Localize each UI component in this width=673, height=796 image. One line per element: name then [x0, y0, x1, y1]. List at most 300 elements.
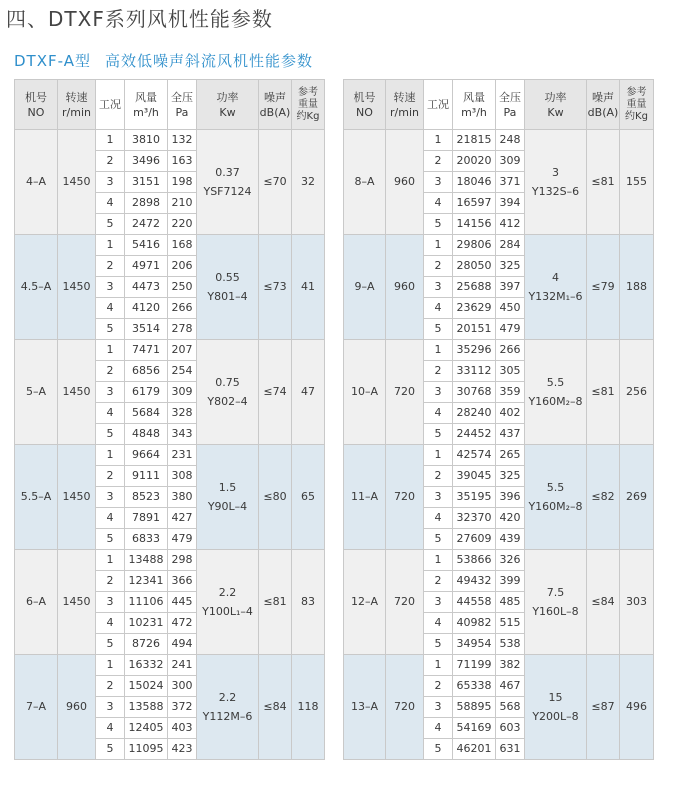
power-motor-cell: [197, 235, 259, 340]
pressure-cell: 423: [168, 739, 197, 760]
airflow-cell: 18046: [453, 172, 496, 193]
header-noise: 噪声 dB(A): [587, 80, 620, 130]
noise-cell: ≤84: [259, 655, 292, 760]
model-no-cell: 9–A: [344, 235, 386, 340]
pressure-cell: 371: [496, 172, 525, 193]
pressure-cell: 479: [168, 529, 197, 550]
airflow-cell: 10231: [125, 613, 168, 634]
condition-cell: 1: [96, 235, 125, 256]
condition-cell: 1: [424, 340, 453, 361]
pressure-cell: 254: [168, 361, 197, 382]
pressure-cell: 603: [496, 718, 525, 739]
airflow-cell: 11095: [125, 739, 168, 760]
table-row: [15, 445, 325, 466]
table-row: [15, 340, 325, 361]
condition-cell: 3: [424, 487, 453, 508]
airflow-cell: 8523: [125, 487, 168, 508]
pressure-cell: 397: [496, 277, 525, 298]
pressure-cell: 284: [496, 235, 525, 256]
condition-cell: 3: [96, 592, 125, 613]
pressure-cell: 479: [496, 319, 525, 340]
cell-line: 5.5: [546, 481, 565, 494]
condition-cell: 4: [424, 403, 453, 424]
model-no-cell: 13–A: [344, 655, 386, 760]
fan-model-group: [15, 445, 325, 550]
pressure-cell: 402: [496, 403, 525, 424]
weight-cell: 65: [292, 445, 325, 550]
condition-cell: 4: [96, 508, 125, 529]
airflow-cell: 27609: [453, 529, 496, 550]
pressure-cell: 206: [168, 256, 197, 277]
airflow-cell: 14156: [453, 214, 496, 235]
airflow-cell: 3514: [125, 319, 168, 340]
pressure-cell: 278: [168, 319, 197, 340]
condition-cell: 4: [96, 298, 125, 319]
weight-cell: 41: [292, 235, 325, 340]
power-motor-cell: [525, 550, 587, 655]
header-row: [15, 80, 325, 130]
condition-cell: 5: [96, 634, 125, 655]
header-airflow: 风量 m³/h: [125, 80, 168, 130]
condition-cell: 4: [96, 613, 125, 634]
pressure-cell: 372: [168, 697, 197, 718]
power-motor-cell: [197, 655, 259, 760]
speed-cell: 720: [386, 655, 424, 760]
power-motor-cell: [197, 445, 259, 550]
header-power: 功率 Kw: [197, 80, 259, 130]
noise-cell: ≤87: [587, 655, 620, 760]
pressure-cell: 437: [496, 424, 525, 445]
cell-line: Y132S–6: [531, 185, 580, 198]
spec-table: [343, 79, 654, 760]
condition-cell: 2: [424, 466, 453, 487]
airflow-cell: 53866: [453, 550, 496, 571]
airflow-cell: 49432: [453, 571, 496, 592]
weight-cell: 303: [620, 550, 654, 655]
header-noise: 噪声 dB(A): [259, 80, 292, 130]
cell-line: 7.5: [546, 586, 565, 599]
condition-cell: 4: [96, 403, 125, 424]
pressure-cell: 328: [168, 403, 197, 424]
condition-cell: 4: [424, 193, 453, 214]
condition-cell: 5: [424, 214, 453, 235]
weight-cell: 496: [620, 655, 654, 760]
cell-line: Y160M₂–8: [528, 395, 583, 408]
weight-cell: 83: [292, 550, 325, 655]
cell-line: Y100L₁–4: [202, 605, 253, 618]
pressure-cell: 568: [496, 697, 525, 718]
fan-model-group: [344, 655, 654, 760]
condition-cell: 1: [96, 655, 125, 676]
weight-cell: 32: [292, 130, 325, 235]
header-weight: 参考 重量 约Kg: [292, 80, 325, 130]
pressure-cell: 450: [496, 298, 525, 319]
pressure-cell: 132: [168, 130, 197, 151]
pressure-cell: 248: [496, 130, 525, 151]
power-motor-cell: [197, 340, 259, 445]
airflow-cell: 4971: [125, 256, 168, 277]
condition-cell: 5: [96, 424, 125, 445]
performance-table-left: [14, 79, 325, 760]
noise-cell: ≤82: [587, 445, 620, 550]
pressure-cell: 359: [496, 382, 525, 403]
cell-line: YSF7124: [203, 185, 252, 198]
speed-cell: 1450: [58, 550, 96, 655]
airflow-cell: 12341: [125, 571, 168, 592]
condition-cell: 5: [96, 529, 125, 550]
airflow-cell: 9664: [125, 445, 168, 466]
model-no-cell: 5–A: [15, 340, 58, 445]
condition-cell: 5: [96, 319, 125, 340]
airflow-cell: 35296: [453, 340, 496, 361]
pressure-cell: 308: [168, 466, 197, 487]
table-row: [344, 130, 654, 151]
cell-line: 5.5: [546, 376, 565, 389]
pressure-cell: 631: [496, 739, 525, 760]
pressure-cell: 380: [168, 487, 197, 508]
pressure-cell: 382: [496, 655, 525, 676]
header-model: 机号 NO: [344, 80, 386, 130]
header-condition: 工况: [424, 80, 453, 130]
power-motor-cell: [525, 340, 587, 445]
cell-line: 0.55: [215, 271, 240, 284]
fan-model-group: [344, 235, 654, 340]
header-row: [344, 80, 654, 130]
pressure-cell: 250: [168, 277, 197, 298]
fan-model-group: [15, 550, 325, 655]
pressure-cell: 412: [496, 214, 525, 235]
airflow-cell: 33112: [453, 361, 496, 382]
speed-cell: 1450: [58, 130, 96, 235]
condition-cell: 2: [96, 256, 125, 277]
power-motor-cell: [525, 235, 587, 340]
pressure-cell: 298: [168, 550, 197, 571]
pressure-cell: 207: [168, 340, 197, 361]
airflow-cell: 29806: [453, 235, 496, 256]
table-row: [344, 235, 654, 256]
cell-line: Y802–4: [207, 395, 248, 408]
condition-cell: 5: [424, 529, 453, 550]
section-subtitle: 高效低噪声斜流风机性能参数: [104, 52, 313, 70]
header-pressure: 全压 Pa: [496, 80, 525, 130]
pressure-cell: 399: [496, 571, 525, 592]
airflow-cell: 11106: [125, 592, 168, 613]
pressure-cell: 210: [168, 193, 197, 214]
airflow-cell: 20020: [453, 151, 496, 172]
cell-line: 3: [552, 166, 559, 179]
airflow-cell: 4848: [125, 424, 168, 445]
airflow-cell: 34954: [453, 634, 496, 655]
cell-line: 2.2: [218, 586, 237, 599]
pressure-cell: 326: [496, 550, 525, 571]
fan-model-group: [15, 235, 325, 340]
condition-cell: 2: [424, 361, 453, 382]
speed-cell: 720: [386, 445, 424, 550]
airflow-cell: 3496: [125, 151, 168, 172]
fan-model-group: [344, 445, 654, 550]
airflow-cell: 44558: [453, 592, 496, 613]
model-no-cell: 11–A: [344, 445, 386, 550]
model-no-cell: 6–A: [15, 550, 58, 655]
airflow-cell: 21815: [453, 130, 496, 151]
airflow-cell: 12405: [125, 718, 168, 739]
condition-cell: 3: [424, 592, 453, 613]
pressure-cell: 309: [496, 151, 525, 172]
condition-cell: 1: [96, 130, 125, 151]
fan-model-group: [15, 340, 325, 445]
airflow-cell: 20151: [453, 319, 496, 340]
header-model: 机号 NO: [15, 80, 58, 130]
fan-model-group: [344, 550, 654, 655]
performance-table-right: [343, 79, 654, 760]
header-speed: 转速 r/min: [386, 80, 424, 130]
noise-cell: ≤80: [259, 445, 292, 550]
pressure-cell: 300: [168, 676, 197, 697]
pressure-cell: 403: [168, 718, 197, 739]
cell-line: Y801–4: [207, 290, 248, 303]
condition-cell: 4: [424, 298, 453, 319]
noise-cell: ≤70: [259, 130, 292, 235]
header-condition: 工况: [96, 80, 125, 130]
cell-line: 4: [552, 271, 559, 284]
pressure-cell: 538: [496, 634, 525, 655]
pressure-cell: 472: [168, 613, 197, 634]
cell-line: 0.37: [215, 166, 240, 179]
spec-table: [14, 79, 325, 760]
speed-cell: 720: [386, 550, 424, 655]
table-row: [344, 340, 654, 361]
condition-cell: 2: [96, 466, 125, 487]
condition-cell: 1: [96, 550, 125, 571]
pressure-cell: 168: [168, 235, 197, 256]
fan-model-group: [344, 340, 654, 445]
section-title: [14, 50, 313, 72]
condition-cell: 3: [96, 277, 125, 298]
model-no-cell: 12–A: [344, 550, 386, 655]
pressure-cell: 467: [496, 676, 525, 697]
condition-cell: 2: [424, 256, 453, 277]
pressure-cell: 309: [168, 382, 197, 403]
condition-cell: 5: [96, 739, 125, 760]
airflow-cell: 13488: [125, 550, 168, 571]
cell-line: 2.2: [218, 691, 237, 704]
pressure-cell: 445: [168, 592, 197, 613]
speed-cell: 1450: [58, 445, 96, 550]
pressure-cell: 494: [168, 634, 197, 655]
airflow-cell: 6833: [125, 529, 168, 550]
condition-cell: 5: [424, 739, 453, 760]
condition-cell: 1: [424, 130, 453, 151]
pressure-cell: 241: [168, 655, 197, 676]
weight-cell: 188: [620, 235, 654, 340]
condition-cell: 5: [424, 319, 453, 340]
noise-cell: ≤81: [587, 130, 620, 235]
pressure-cell: 420: [496, 508, 525, 529]
model-no-cell: 4–A: [15, 130, 58, 235]
table-row: [344, 655, 654, 676]
pressure-cell: 485: [496, 592, 525, 613]
table-row: [15, 550, 325, 571]
condition-cell: 1: [96, 340, 125, 361]
airflow-cell: 39045: [453, 466, 496, 487]
airflow-cell: 13588: [125, 697, 168, 718]
power-motor-cell: [525, 130, 587, 235]
pressure-cell: 439: [496, 529, 525, 550]
noise-cell: ≤81: [587, 340, 620, 445]
table-row: [344, 445, 654, 466]
airflow-cell: 5684: [125, 403, 168, 424]
condition-cell: 1: [424, 655, 453, 676]
airflow-cell: 28050: [453, 256, 496, 277]
table-row: [344, 550, 654, 571]
cell-line: 0.75: [215, 376, 240, 389]
pressure-cell: 396: [496, 487, 525, 508]
airflow-cell: 35195: [453, 487, 496, 508]
power-motor-cell: [525, 655, 587, 760]
airflow-cell: 4120: [125, 298, 168, 319]
condition-cell: 4: [96, 193, 125, 214]
model-no-cell: 4.5–A: [15, 235, 58, 340]
weight-cell: 47: [292, 340, 325, 445]
pressure-cell: 325: [496, 256, 525, 277]
condition-cell: 3: [424, 277, 453, 298]
airflow-cell: 3810: [125, 130, 168, 151]
airflow-cell: 16597: [453, 193, 496, 214]
speed-cell: 1450: [58, 340, 96, 445]
pressure-cell: 366: [168, 571, 197, 592]
weight-cell: 155: [620, 130, 654, 235]
airflow-cell: 2472: [125, 214, 168, 235]
speed-cell: 1450: [58, 235, 96, 340]
noise-cell: ≤84: [587, 550, 620, 655]
airflow-cell: 8726: [125, 634, 168, 655]
speed-cell: 720: [386, 340, 424, 445]
fan-model-group: [15, 655, 325, 760]
model-no-cell: 10–A: [344, 340, 386, 445]
airflow-cell: 15024: [125, 676, 168, 697]
condition-cell: 4: [424, 718, 453, 739]
pressure-cell: 427: [168, 508, 197, 529]
cell-line: Y200L–8: [532, 710, 579, 723]
table-row: [15, 130, 325, 151]
header-weight: 参考 重量 约Kg: [620, 80, 654, 130]
pressure-cell: 163: [168, 151, 197, 172]
weight-cell: 118: [292, 655, 325, 760]
airflow-cell: 58895: [453, 697, 496, 718]
cell-line: Y160M₂–8: [528, 500, 583, 513]
airflow-cell: 7891: [125, 508, 168, 529]
table-row: [15, 655, 325, 676]
airflow-cell: 32370: [453, 508, 496, 529]
condition-cell: 5: [424, 634, 453, 655]
speed-cell: 960: [58, 655, 96, 760]
condition-cell: 5: [424, 424, 453, 445]
pressure-cell: 220: [168, 214, 197, 235]
header-pressure: 全压 Pa: [168, 80, 197, 130]
airflow-cell: 23629: [453, 298, 496, 319]
condition-cell: 3: [96, 172, 125, 193]
airflow-cell: 4473: [125, 277, 168, 298]
pressure-cell: 325: [496, 466, 525, 487]
pressure-cell: 231: [168, 445, 197, 466]
model-no-cell: 5.5–A: [15, 445, 58, 550]
airflow-cell: 24452: [453, 424, 496, 445]
airflow-cell: 46201: [453, 739, 496, 760]
header-speed: 转速 r/min: [58, 80, 96, 130]
condition-cell: 1: [96, 445, 125, 466]
noise-cell: ≤74: [259, 340, 292, 445]
condition-cell: 2: [96, 151, 125, 172]
airflow-cell: 7471: [125, 340, 168, 361]
condition-cell: 1: [424, 550, 453, 571]
condition-cell: 2: [96, 676, 125, 697]
airflow-cell: 6856: [125, 361, 168, 382]
airflow-cell: 3151: [125, 172, 168, 193]
power-motor-cell: [525, 445, 587, 550]
condition-cell: 1: [424, 445, 453, 466]
condition-cell: 2: [424, 571, 453, 592]
condition-cell: 2: [424, 676, 453, 697]
table-row: [15, 235, 325, 256]
airflow-cell: 40982: [453, 613, 496, 634]
pressure-cell: 265: [496, 445, 525, 466]
cell-line: Y132M₁–6: [528, 290, 583, 303]
speed-cell: 960: [386, 235, 424, 340]
noise-cell: ≤73: [259, 235, 292, 340]
cell-line: Y90L–4: [207, 500, 248, 513]
model-no-cell: 8–A: [344, 130, 386, 235]
noise-cell: ≤81: [259, 550, 292, 655]
cell-line: Y160L–8: [532, 605, 579, 618]
cell-line: 1.5: [218, 481, 237, 494]
condition-cell: 5: [96, 214, 125, 235]
condition-cell: 3: [96, 487, 125, 508]
airflow-cell: 2898: [125, 193, 168, 214]
condition-cell: 3: [424, 172, 453, 193]
condition-cell: 2: [96, 571, 125, 592]
cell-line: 15: [548, 691, 563, 704]
airflow-cell: 42574: [453, 445, 496, 466]
airflow-cell: 16332: [125, 655, 168, 676]
noise-cell: ≤79: [587, 235, 620, 340]
airflow-cell: 71199: [453, 655, 496, 676]
airflow-cell: 65338: [453, 676, 496, 697]
condition-cell: 2: [424, 151, 453, 172]
condition-cell: 3: [96, 382, 125, 403]
condition-cell: 4: [424, 508, 453, 529]
power-motor-cell: [197, 130, 259, 235]
airflow-cell: 5416: [125, 235, 168, 256]
condition-cell: 2: [96, 361, 125, 382]
model-no-cell: 7–A: [15, 655, 58, 760]
pressure-cell: 394: [496, 193, 525, 214]
condition-cell: 3: [424, 382, 453, 403]
speed-cell: 960: [386, 130, 424, 235]
pressure-cell: 305: [496, 361, 525, 382]
page-title: 四、DTXF系列风机性能参数: [6, 7, 273, 31]
airflow-cell: 9111: [125, 466, 168, 487]
airflow-cell: 28240: [453, 403, 496, 424]
pressure-cell: 266: [496, 340, 525, 361]
condition-cell: 3: [96, 697, 125, 718]
cell-line: Y112M–6: [202, 710, 253, 723]
weight-cell: 269: [620, 445, 654, 550]
power-motor-cell: [197, 550, 259, 655]
pressure-cell: 515: [496, 613, 525, 634]
pressure-cell: 198: [168, 172, 197, 193]
airflow-cell: 25688: [453, 277, 496, 298]
fan-model-group: [15, 130, 325, 235]
